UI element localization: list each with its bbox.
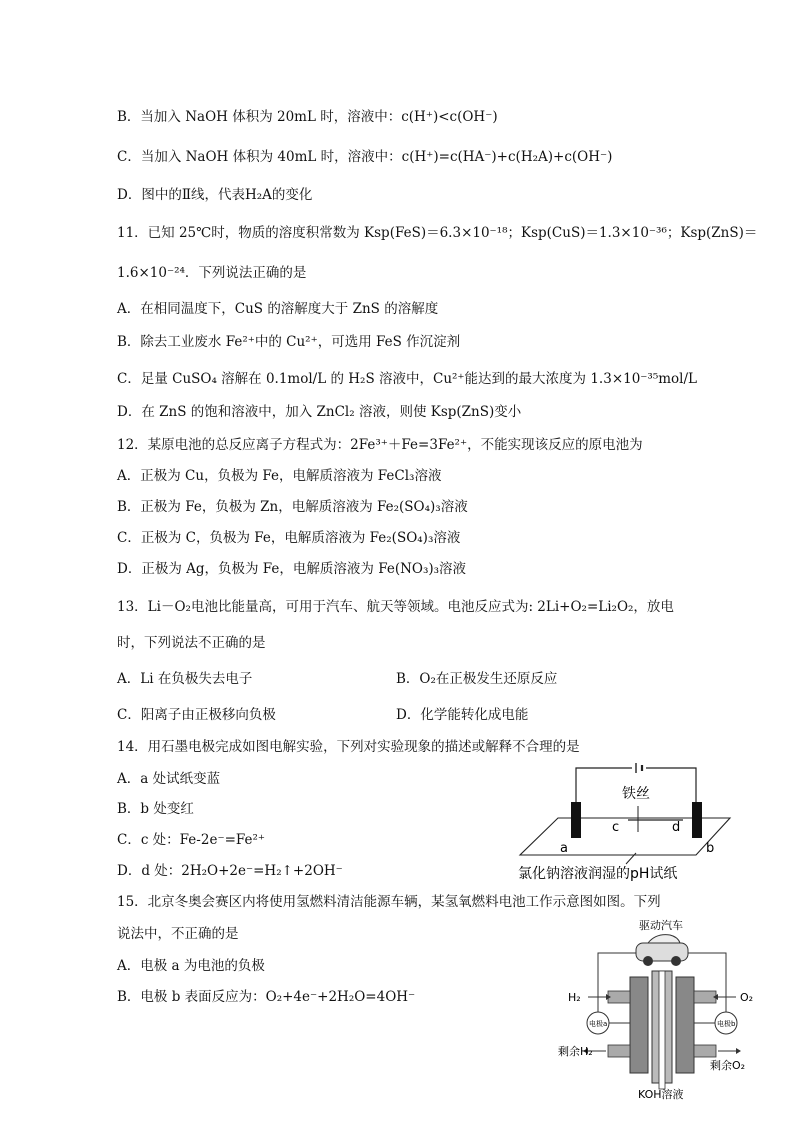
- label-b: b: [706, 841, 715, 856]
- q15-option-b: B．电极 b 表面反应为：O₂+4e⁻+2H₂O=4OH⁻: [117, 989, 416, 1005]
- label-c: c: [612, 820, 620, 835]
- q12-option-b: B．正极为 Fe，负极为 Zn，电解质溶液为 Fe₂(SO₄)₃溶液: [117, 499, 468, 515]
- electrode-b: [692, 802, 702, 838]
- h2-out-label: 剩余H₂: [558, 1045, 593, 1058]
- q13-option-c: C．阳离子由正极移向负极: [117, 707, 276, 723]
- q12-option-d: D．正极为 Ag，负极为 Fe，电解质溶液为 Fe(NO₃)₃溶液: [117, 561, 467, 577]
- car-icon: [636, 935, 688, 966]
- h2-inlet-channel: [608, 991, 630, 1003]
- o2-inlet-channel: [694, 991, 716, 1003]
- label-a: a: [560, 841, 568, 856]
- q14-option-b: B．b 处变红: [117, 801, 194, 817]
- electrode-b-label: 电极b: [717, 1020, 736, 1028]
- q11-option-c: C．足量 CuSO₄ 溶解在 0.1mol/L 的 H₂S 溶液中，Cu²⁺能达到的最大浓度为 1.3×10⁻³⁵mol/L: [117, 371, 698, 387]
- q13-stem-line1: 13．Li－O₂电池比能量高，可用于汽车、航天等领域。电池反应式为: 2Li+O₂=Li₂O₂，放电: [117, 599, 674, 615]
- electrode-a-label: 电极a: [589, 1020, 608, 1028]
- q13-option-d: D．化学能转化成电能: [396, 707, 529, 723]
- o2-out-label: 剩余O₂: [710, 1059, 746, 1072]
- o2-outlet-channel: [694, 1045, 716, 1057]
- q14-option-d: D．d 处：2H₂O+2e⁻=H₂↑+2OH⁻: [117, 863, 343, 879]
- q13-stem-line2: 时，下列说法不正确的是: [117, 635, 266, 651]
- q14-option-a: A．a 处试纸变蓝: [117, 771, 221, 787]
- q13-option-b: B．O₂在正极发生还原反应: [396, 671, 558, 687]
- car-label: 驱动汽车: [639, 919, 683, 932]
- paper-label: 氯化钠溶液润湿的pH试纸: [518, 866, 678, 882]
- q13-option-a: A．Li 在负极失去电子: [117, 671, 253, 687]
- q11-option-b: B．除去工业废水 Fe²⁺中的 Cu²⁺，可选用 FeS 作沉淀剂: [117, 334, 461, 350]
- q12-stem: 12．某原电池的总反应离子方程式为：2Fe³⁺＋Fe=3Fe²⁺，不能实现该反应的原电池为: [117, 437, 643, 453]
- q11-option-d: D．在 ZnS 的饱和溶液中，加入 ZnCl₂ 溶液，则使 Ksp(ZnS)变小: [117, 404, 522, 420]
- electrode-plate-b: [676, 977, 694, 1073]
- q15-fuel-cell-figure: [558, 915, 758, 1100]
- q11-stem-line2: 1.6×10⁻²⁴．下列说法正确的是: [117, 265, 307, 281]
- label-d: d: [672, 820, 681, 835]
- electrode-plate-a: [630, 977, 648, 1073]
- q15-option-a: A．电极 a 为电池的负极: [117, 958, 265, 974]
- q12-option-c: C．正极为 C，负极为 Fe，电解质溶液为 Fe₂(SO₄)₃溶液: [117, 530, 461, 546]
- q10-option-c: C．当加入 NaOH 体积为 40mL 时，溶液中：c(H⁺)=c(HA⁻)+c(H₂A)+c(OH⁻): [117, 149, 613, 165]
- electrode-a: [571, 802, 581, 838]
- q11-stem-line1: 11．已知 25℃时，物质的溶度积常数为 Ksp(FeS)＝6.3×10⁻¹⁸；Ksp(CuS)＝1.3×10⁻³⁶；Ksp(ZnS)＝: [117, 225, 758, 241]
- q14-electrolysis-figure: [508, 760, 738, 885]
- electrolyte-tube: [659, 971, 665, 1089]
- q15-stem-line1: 15．北京冬奥会赛区内将使用氢燃料清洁能源车辆，某氢氧燃料电池工作示意图如图。下列: [117, 894, 661, 910]
- wire-label: 铁丝: [622, 786, 650, 802]
- electrolyte-label: KOH溶液: [638, 1088, 684, 1100]
- q12-option-a: A．正极为 Cu，负极为 Fe，电解质溶液为 FeCl₃溶液: [117, 468, 442, 484]
- q14-stem: 14．用石墨电极完成如图电解实验，下列对实验现象的描述或解释不合理的是: [117, 739, 580, 755]
- h2-in-label: H₂: [568, 991, 581, 1004]
- q10-option-d: D．图中的Ⅱ线，代表H₂A的变化: [117, 187, 313, 203]
- q15-stem-line2: 说法中，不正确的是: [117, 926, 239, 942]
- q10-option-b: B．当加入 NaOH 体积为 20mL 时，溶液中：c(H⁺)<c(OH⁻): [117, 109, 498, 125]
- q14-option-c: C．c 处：Fe-2e⁻=Fe²⁺: [117, 832, 266, 848]
- o2-in-label: O₂: [740, 991, 754, 1004]
- h2-outlet-channel: [608, 1045, 630, 1057]
- q11-option-a: A．在相同温度下，CuS 的溶解度大于 ZnS 的溶解度: [117, 301, 439, 317]
